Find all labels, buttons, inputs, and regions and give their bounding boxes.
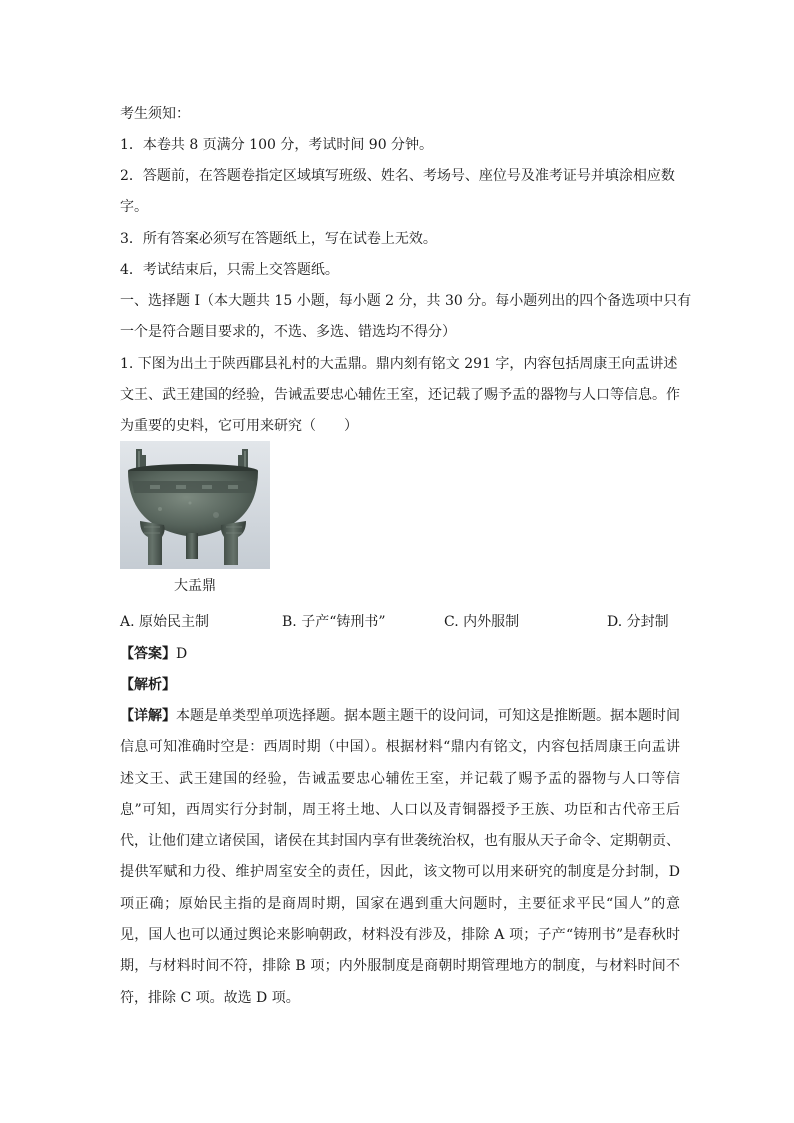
figure-caption: 大盂鼎: [174, 578, 216, 594]
detail-text: 本题是单类型单项选择题。据本题主题干的设问词，可知这是推断题。据本题时间信息可知准确时空是：西周时期（中国）。根据材料“鼎内有铭文，内容包括周康王向盂讲述文王、武王建国的经验，告诫盂要忠心辅佐王室，并记载了赐予盂的器物与人口等信息”可知，西周实行分封制，周王将土地、人口以及青铜器授予王族、功臣和古代帝王后代，让他们建立诸侯国，诸侯在其封国内享有世袭统治权，也有服从天子命令、定期朝贡、提供军赋和力役、维护周室安全的责任，因此，该文物可以用来研究的制度是分封制，D 项正确；原始民主指的是商周时期，国家在遇到重大问题时，主要征求平民“国人”的意见，国人也可以通过舆论来影响朝政，材料没有涉及，排除 A 项；子产“铸刑书”是春秋时期，与材料时间不符，排除 B 项；内外服制度是商朝时期管理地方的制度，与材料时间不符，排除 C 项。故选 D 项。: [120, 708, 680, 1006]
option-c[interactable]: C. 内外服制: [444, 614, 520, 630]
question-text-line-1: 1. 下图为出土于陕西郿县礼村的大盂鼎。鼎内刻有铭文 291 字，内容包括周康王向盂讲述: [120, 356, 678, 372]
answer-line: [120, 644, 680, 664]
notice-item-1: 1．本卷共 8 页满分 100 分，考试时间 90 分钟。: [120, 137, 434, 153]
option-b[interactable]: B. 子产“铸刑书”: [282, 614, 386, 630]
bronze-ding-illustration: [120, 441, 270, 569]
section-heading-line-1: 一、选择题 I（本大题共 15 小题，每小题 2 分，共 30 分。每小题列出的四个备选项中只有: [120, 293, 692, 309]
detail-paragraph: [120, 701, 680, 1014]
section-heading-line-2: 一个是符合题目要求的，不选、多选、错选均不得分）: [120, 324, 456, 340]
question-text-line-3: 为重要的史料，它可用来研究（ ）: [120, 418, 358, 434]
notice-item-2: 2．答题前，在答题卷指定区域填写班级、姓名、考场号、座位号及准考证号并填涂相应数: [120, 168, 675, 184]
option-d[interactable]: D. 分封制: [607, 614, 669, 630]
notice-item-2-cont: 字。: [120, 199, 148, 215]
option-a[interactable]: A. 原始民主制: [120, 614, 210, 630]
answer-label: 【答案】: [120, 646, 176, 662]
answer-value: D: [176, 646, 188, 662]
analysis-label: 【解析】: [120, 677, 176, 693]
notice-item-4: 4．考试结束后，只需上交答题纸。: [120, 262, 339, 278]
question-text-line-2: 文王、武王建国的经验，告诫盂要忠心辅佐王室，还记载了赐予盂的器物与人口等信息。作: [120, 387, 680, 403]
da-yu-ding-image: [120, 441, 270, 569]
notice-item-3: 3．所有答案必须写在答题纸上，写在试卷上无效。: [120, 231, 437, 247]
detail-label: 【详解】: [120, 708, 176, 724]
notice-title: 考生须知：: [120, 106, 190, 122]
